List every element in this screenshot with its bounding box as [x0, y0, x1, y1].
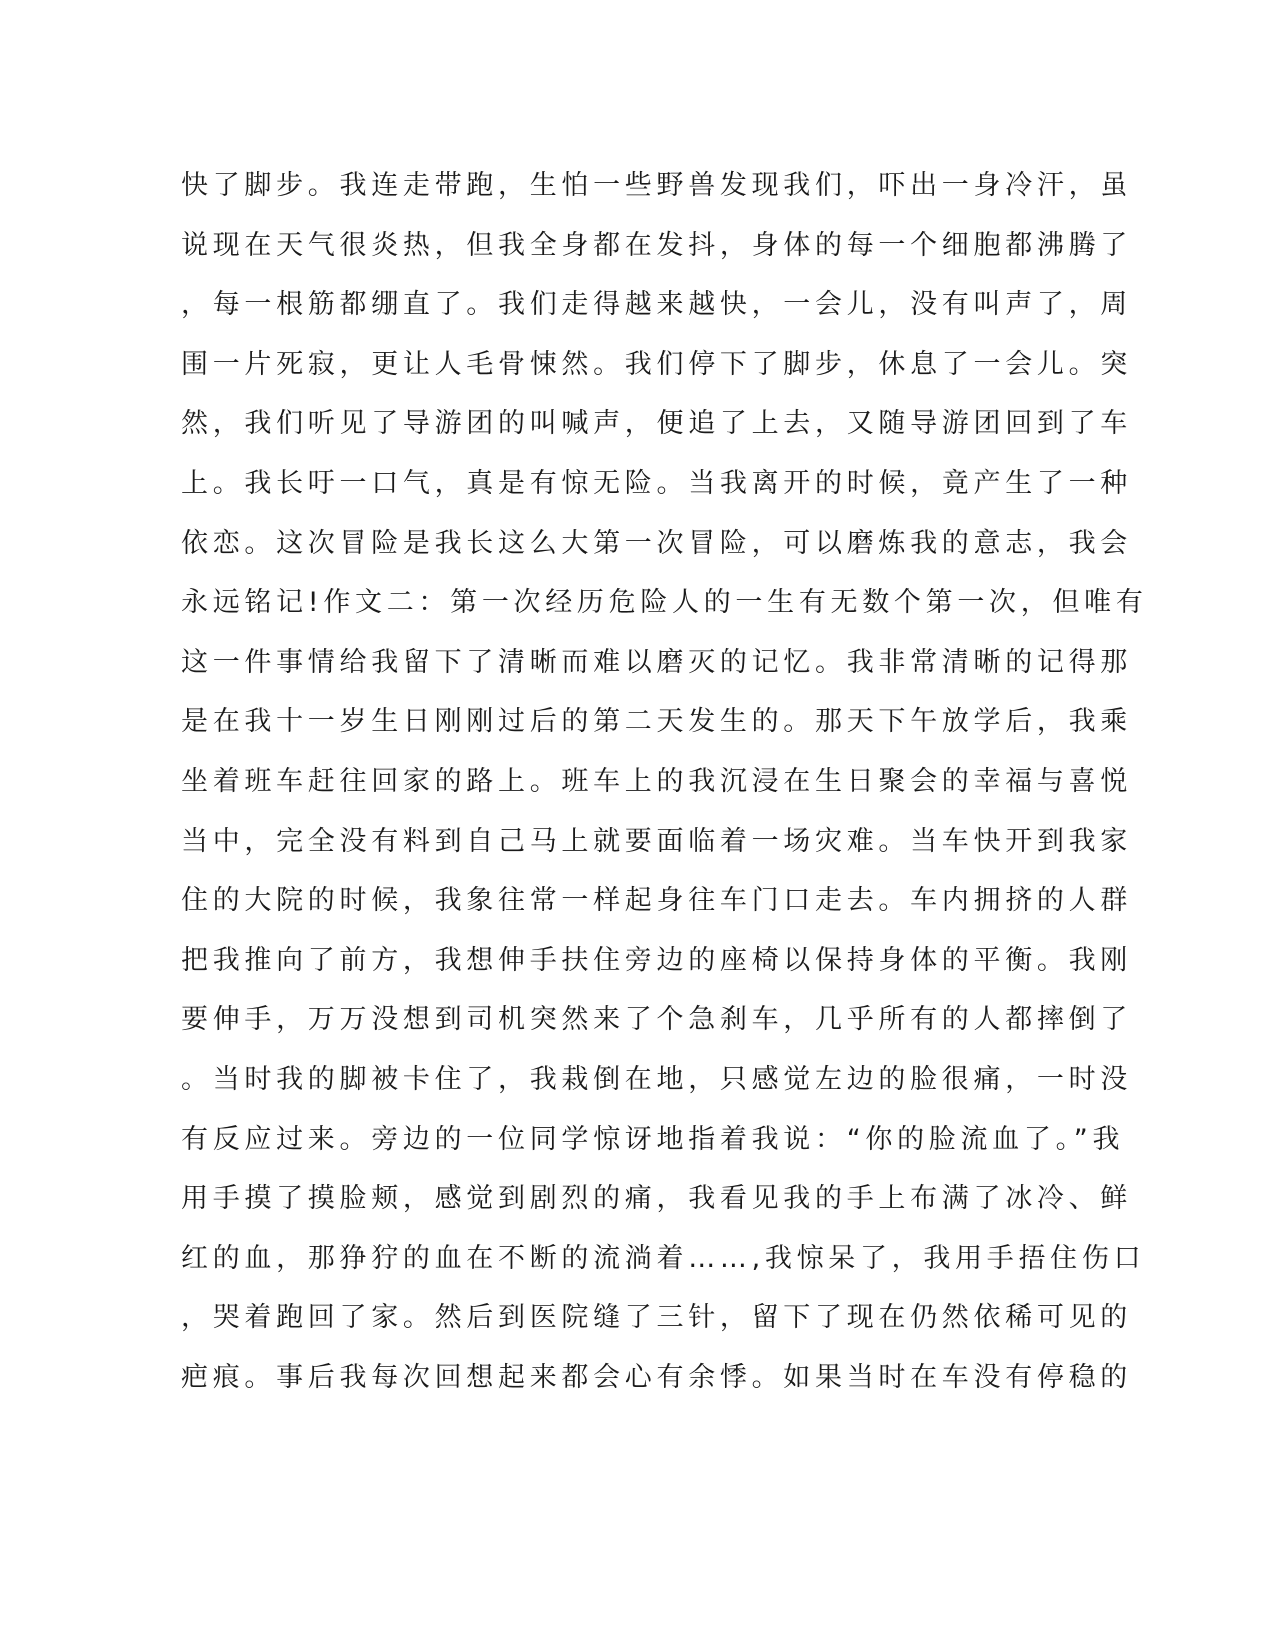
text-line-1: 快了脚步。我连走带跑，生怕一些野兽发现我们，吓出一身冷汗，虽: [181, 170, 1132, 201]
text-line-3: ，每一根筋都绷直了。我们走得越来越快，一会儿，没有叫声了，周: [181, 289, 1132, 321]
text-line-4: 围一片死寂，更让人毛骨悚然。我们停下了脚步，休息了一会儿。突: [181, 348, 1132, 380]
text-line-11: 坐着班车赶往回家的路上。班车上的我沉浸在生日聚会的幸福与喜悦: [181, 765, 1132, 797]
text-line-5: 然，我们听见了导游团的叫喊声，便追了上去，又随导游团回到了车: [181, 408, 1132, 440]
text-line-17: 有反应过来。旁边的一位同学惊讶地指着我说：“你的脸流血了。”我: [181, 1123, 1125, 1155]
text-line-9: 这一件事情给我留下了清晰而难以磨灭的记忆。我非常清晰的记得那: [181, 646, 1132, 678]
text-line-20: ，哭着跑回了家。然后到医院缝了三针，留下了现在仍然依稀可见的: [181, 1302, 1132, 1334]
text-line-15: 要伸手，万万没想到司机突然来了个急刹车，几乎所有的人都摔倒了: [181, 1004, 1132, 1036]
text-line-14: 把我推向了前方，我想伸手扶住旁边的座椅以保持身体的平衡。我刚: [181, 944, 1132, 976]
text-line-16: 。当时我的脚被卡住了，我栽倒在地，只感觉左边的脸很痛，一时没: [181, 1063, 1132, 1095]
text-line-21: 疤痕。事后我每次回想起来都会心有余悸。如果当时在车没有停稳的: [181, 1361, 1132, 1393]
text-line-8: 永远铭记!作文二：第一次经历危险人的一生有无数个第一次，但唯有: [181, 587, 1148, 619]
text-line-18: 用手摸了摸脸颊，感觉到剧烈的痛，我看见我的手上布满了冰冷、鲜: [181, 1183, 1132, 1215]
text-line-13: 住的大院的时候，我象往常一样起身往车门口走去。车内拥挤的人群: [181, 885, 1132, 917]
text-line-6: 上。我长吁一口气，真是有惊无险。当我离开的时候，竟产生了一种: [181, 467, 1132, 499]
text-line-19: 红的血，那狰狞的血在不断的流淌着……,我惊呆了，我用手捂住伤口: [181, 1242, 1146, 1274]
text-line-2: 说现在天气很炎热，但我全身都在发抖，身体的每一个细胞都沸腾了: [181, 229, 1132, 261]
text-line-12: 当中，完全没有料到自己马上就要面临着一场灾难。当车快开到我家: [181, 825, 1132, 857]
body-text: [181, 156, 1148, 1407]
text-line-7: 依恋。这次冒险是我长这么大第一次冒险，可以磨炼我的意志，我会: [181, 527, 1132, 559]
text-line-10: 是在我十一岁生日刚刚过后的第二天发生的。那天下午放学后，我乘: [181, 706, 1132, 738]
